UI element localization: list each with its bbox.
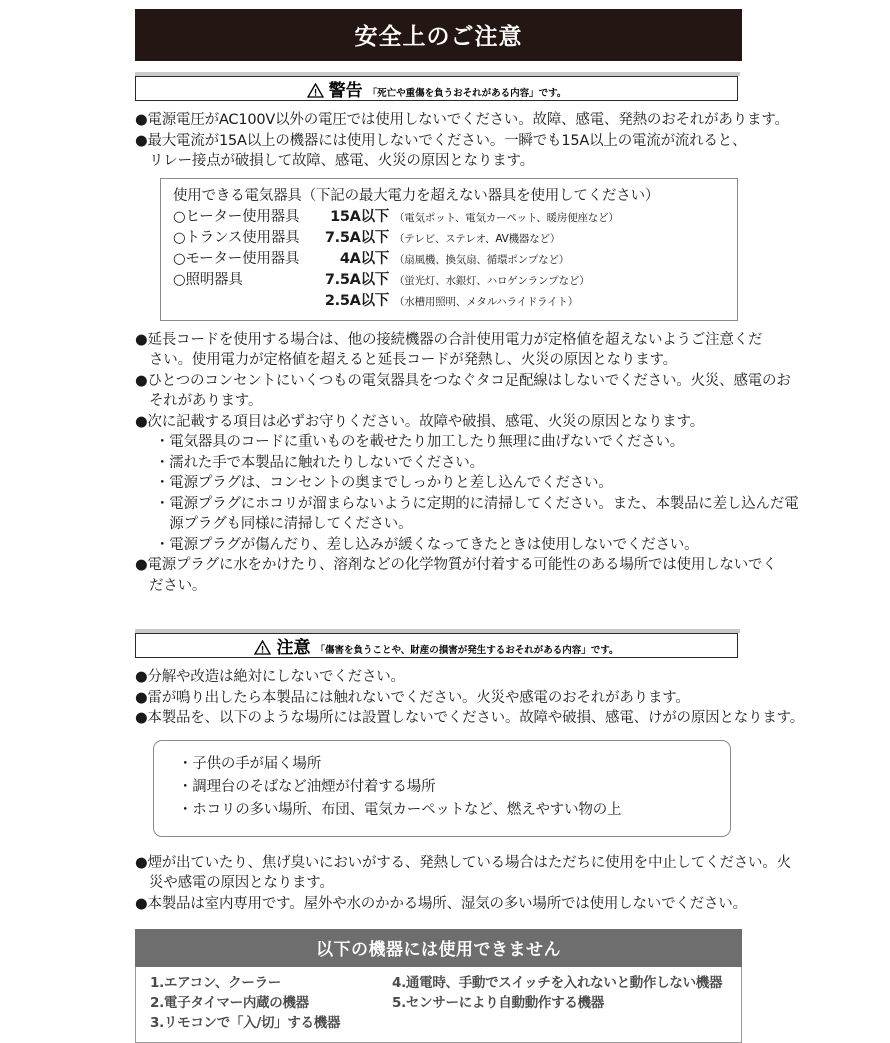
warning-bullet-line: ・電源プラグにホコリが溜まらないように定期的に清掃してください。また、本製品に差し込んだ電 <box>155 495 799 512</box>
appliance-amp: 7.5A以下 <box>324 271 389 288</box>
appliance-row <box>173 270 737 291</box>
appliance-amp: 7.5A以下 <box>324 229 389 246</box>
warning-triangle-icon <box>254 640 271 655</box>
appliance-row <box>173 291 737 312</box>
appliance-examples: （扇風機、換気扇、循環ポンプなど） <box>394 253 570 266</box>
warning-bullet-list <box>135 110 789 172</box>
appliance-name: ○ヒーター使用器具 <box>173 208 300 225</box>
unsupported-devices-right-column <box>386 973 736 1033</box>
warning-bullet-line: ●ひとつのコンセントにいくつもの電気器具をつなぐタコ足配線はしないでください。火災、感電のお <box>135 372 791 389</box>
warning-bullet-line: さい。使用電力が定格値を超えると延長コードが発熱し、火災の原因となります。 <box>149 352 677 368</box>
caution-bullet-line: ●本製品は室内専用です。屋外や水のかかる場所、湿気の多い場所では使用しないでください。 <box>135 895 747 912</box>
warning-bullet-line: ださい。 <box>149 577 207 594</box>
appliance-name: ○照明器具 <box>173 271 243 288</box>
usable-appliance-title: 使用できる電気器具（下記の最大電力を超えない器具を使用してください） <box>173 187 660 204</box>
caution-header-inner <box>254 633 618 658</box>
page-title: 安全上のご注意 <box>135 9 742 61</box>
appliance-name: ○トランス使用器具 <box>173 229 300 246</box>
caution-bullet-line: ●分解や改造は絶対にしないでください。 <box>135 669 405 685</box>
appliance-examples: （水槽用照明、メタルハライドライト） <box>394 295 579 308</box>
caution-bullet-line: ●本製品を、以下のような場所には設置しないでください。故障や破損、感電、けがの原因となります。 <box>135 710 805 726</box>
usable-appliance-box <box>160 178 738 321</box>
appliance-examples: （テレビ、ステレオ、AV機器など） <box>394 232 561 245</box>
caution-bullet-line: ●煙が出ていたり、焦げ臭いにおいがする、発熱している場合はただちに使用を中止してください。火 <box>135 854 791 871</box>
caution-bullet-line: 災や感電の原因となります。 <box>149 875 334 891</box>
warning-header-box <box>135 76 738 101</box>
warning-bullet-line: ・電気器具のコードに重いものを載せたり加工したり無理に曲げないでください。 <box>155 434 685 450</box>
unsupported-device-item: 2.電子タイマー内蔵の機器 <box>150 995 309 1011</box>
appliance-row <box>173 249 737 270</box>
appliance-examples: （蛍光灯、水銀灯、ハロゲンランプなど） <box>394 274 590 287</box>
prohibited-place-item: ・子供の手が届く場所 <box>178 755 321 772</box>
warning-bullet-line: ●延長コードを使用する場合は、他の接続機器の合計使用電力が定格値を超えないようご注意くだ <box>135 331 763 348</box>
appliance-examples: （電気ポット、電気カーペット、暖房便座など） <box>394 211 619 224</box>
prohibited-place-item: ・ホコリの多い場所、布団、電気カーペットなど、燃えやすい物の上 <box>178 801 622 818</box>
section-gap <box>135 596 747 618</box>
warning-description: 「死亡や重傷を負うおそれがある内容」です。 <box>367 88 567 99</box>
warning-bullet-line: 源プラグも同様に清掃してください。 <box>155 516 413 532</box>
document-content <box>135 0 805 1043</box>
unsupported-device-item: 1.エアコン、クーラー <box>150 975 281 991</box>
warning-header-inner <box>307 76 567 101</box>
unsupported-devices-left-column <box>136 973 386 1033</box>
warning-bullet-list-2 <box>135 330 799 597</box>
prohibited-places-box <box>153 740 731 837</box>
warning-bullet-line: ・電源プラグが傷んだり、差し込みが緩くなってきたときは使用しないでください。 <box>155 536 699 553</box>
prohibited-place-item: ・調理台のそばなど油煙が付着する場所 <box>178 778 436 795</box>
appliance-amp: 4A以下 <box>339 250 389 267</box>
unsupported-device-item: 3.リモコンで「入/切」する機器 <box>150 1015 341 1031</box>
warning-bullet-line: ・濡れた手で本製品に触れたりしないでください。 <box>155 454 484 471</box>
warning-triangle-icon <box>307 83 324 98</box>
warning-bullet-line: ●次に記載する項目は必ずお守りください。故障や破損、感電、火災の原因となります。 <box>135 413 704 430</box>
section-gap <box>135 837 747 844</box>
unsupported-devices-section <box>135 929 742 1043</box>
appliance-amp: 15A以下 <box>330 208 389 225</box>
warning-bullet-line: ●電源プラグに水をかけたり、溶剤などの化学物質が付着する可能性のある場所では使用しないでく <box>135 557 777 573</box>
caution-header-box <box>135 633 738 658</box>
warning-bullet-line: ●最大電流が15A以上の機器には使用しないでください。一瞬でも15A以上の電流が流れると、 <box>135 132 747 149</box>
warning-label: 警告 <box>328 81 363 101</box>
caution-label: 注意 <box>276 638 311 658</box>
appliance-amp: 2.5A以下 <box>324 292 389 309</box>
unsupported-device-item: 5.センサーにより自動動作する機器 <box>392 995 604 1011</box>
caution-description: 「傷害を負うことや、財産の損害が発生するおそれがある内容」です。 <box>315 645 619 656</box>
appliance-row <box>173 228 737 249</box>
warning-bullet-line: ・電源プラグは、コンセントの奥までしっかりと差し込んでください。 <box>155 475 613 491</box>
unsupported-devices-heading: 以下の機器には使用できません <box>135 929 742 967</box>
warning-bullet-line: それがあります。 <box>149 393 263 409</box>
caution-bullet-list <box>135 667 805 729</box>
caution-bullet-line: ●雷が鳴り出したら本製品には触れないでください。火災や感電のおそれがあります。 <box>135 689 690 706</box>
caution-bullet-list-2 <box>135 853 791 915</box>
warning-bullet-line: リレー接点が破損して故障、感電、火災の原因となります。 <box>149 153 534 169</box>
unsupported-devices-body <box>135 967 742 1043</box>
appliance-name: ○モーター使用器具 <box>173 250 300 267</box>
appliance-row <box>173 207 737 228</box>
unsupported-device-item: 4.通電時、手動でスイッチを入れないと動作しない機器 <box>392 975 723 991</box>
warning-bullet-line: ●電源電圧がAC100V以外の電圧では使用しないでください。故障、感電、発熱のおそれがあります。 <box>135 112 789 128</box>
